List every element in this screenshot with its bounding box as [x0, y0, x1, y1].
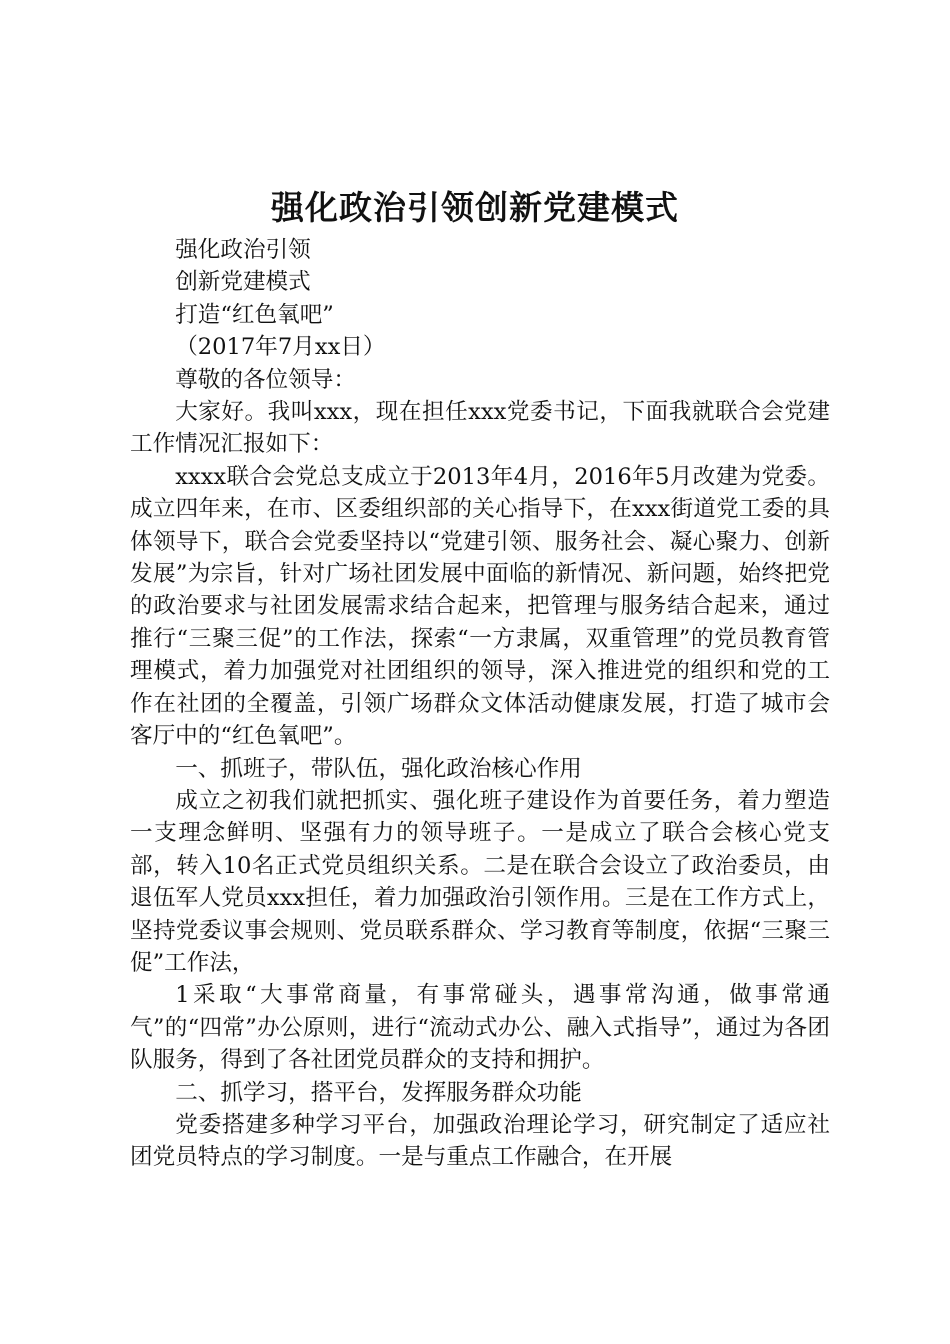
section-heading-1: 一、抓班子，带队伍，强化政治核心作用	[175, 755, 582, 782]
section-1-paragraph-2: 1采取“大事常商量，有事常碰头，遇事常沟通，做事常通气”的“四常”办公原则，进行“流动式办公、融入式指导”，通过为各团队服务，得到了各社团党员群众的支持和拥护。	[130, 982, 830, 1074]
date-line: （2017年7月xx日）	[175, 334, 386, 361]
document-title: 强化政治引领创新党建模式	[271, 188, 679, 227]
background-paragraph: xxxx联合会党总支成立于2013年4月，2016年5月改建为党委。成立四年来，在市、区委组织部的关心指导下，在xxx街道党工委的具体领导下，联合会党委坚持以“党建引领、服务社会、凝心聚力、创新发展”为宗旨，针对广场社团发展中面临的新情况、新问题，始终把党的政治要求与社团发展需求结合起来，把管理与服务结合起来，通过推行“三聚三促”的工作法，探索“一方隶属，双重管理”的党员教育管理模式，着力加强党对社团组织的领导，深入推进党的组织和党的工作在社团的全覆盖，引领广场群众文体活动健康发展，打造了城市会客厅中的“红色氧吧”。	[130, 463, 830, 750]
section-1-paragraph: 成立之初我们就把抓实、强化班子建设作为首要任务，着力塑造一支理念鲜明、坚强有力的领导班子。一是成立了联合会核心党支部，转入10名正式党员组织关系。二是在联合会设立了政治委员，由退伍军人党员xxx担任，着力加强政治引领作用。三是在工作方式上，坚持党委议事会规则、党员联系群众、学习教育等制度，依据“三聚三促”工作法，	[130, 787, 830, 976]
section-2-paragraph: 党委搭建多种学习平台，加强政治理论学习，研究制定了适应社团党员特点的学习制度。一是与重点工作融合，在开展	[130, 1111, 830, 1171]
subtitle-line-2: 创新党建模式	[175, 269, 311, 296]
salutation: 尊敬的各位领导：	[175, 366, 356, 393]
subtitle-line-1: 强化政治引领	[175, 237, 311, 263]
document-body	[130, 234, 830, 1174]
intro-paragraph: 大家好。我叫xxx，现在担任xxx党委书记，下面我就联合会党建工作情况汇报如下：	[130, 399, 830, 458]
section-heading-2: 二、抓学习，搭平台，发挥服务群众功能	[175, 1079, 582, 1106]
subtitle-line-3: 打造“红色氧吧”	[175, 301, 334, 328]
